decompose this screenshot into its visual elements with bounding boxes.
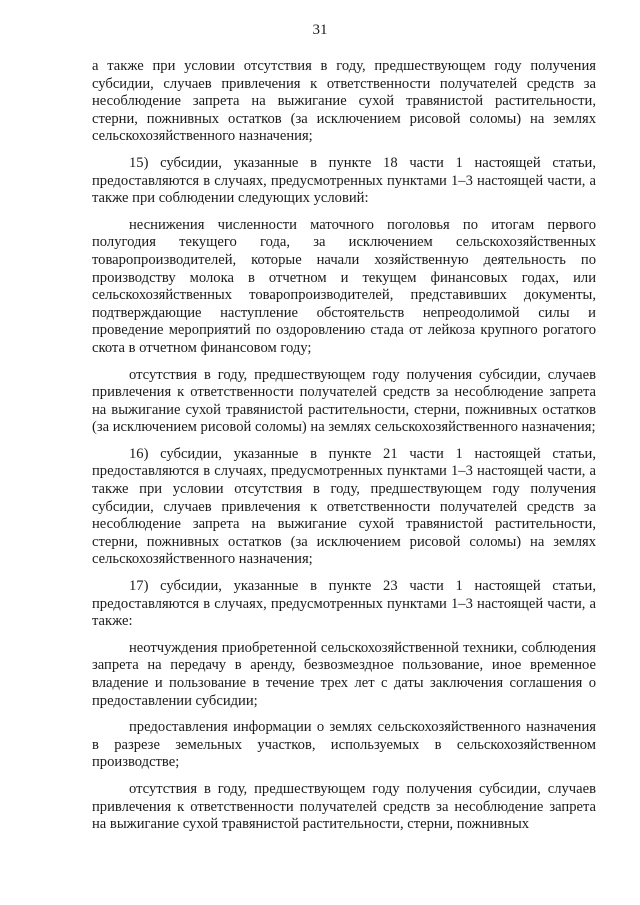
paragraph-item-16: 16) субсидии, указанные в пункте 21 части 1 настоящей статьи, предоставляются в случаях, предусмотренных пунктами 1–3 настоящей части, а также при условии отсутствия в году, предшествующем году получения субсидии, случаев привлечения к ответственности получателей средств за несоблюдение запрета на выжигание сухой травянистой растительности, стерни, пожнивных остатков (за исключением рисовой соломы) на землях сельскохозяйственного назначения;	[92, 445, 596, 568]
paragraph-condition-machinery: неотчуждения приобретенной сельскохозяйственной техники, соблюдения запрета на передачу в аренду, безвозмездное пользование, иное временное владение и пользование в течение трех лет с даты заключения соглашения о предоставлении субсидии;	[92, 639, 596, 709]
page-number: 31	[312, 22, 328, 38]
paragraph-item-17: 17) субсидии, указанные в пункте 23 части 1 настоящей статьи, предоставляются в случаях, предусмотренных пунктами 1–3 настоящей части, а также:	[92, 578, 596, 630]
paragraph-item-15: 15) субсидии, указанные в пункте 18 части 1 настоящей статьи, предоставляются в случаях, предусмотренных пунктами 1–3 настоящей части, а также при соблюдении следующих условий:	[92, 154, 596, 207]
paragraph-condition-land-info: предоставления информации о землях сельскохозяйственного назначения в разрезе земельных участков, используемых в сельскохозяйственном производстве;	[92, 719, 596, 771]
paragraph-condition-herd: неснижения численности маточного поголовья по итогам первого полугодия текущего года, за исключением сельскохозяйственных товаропроизводителей, которые начали хозяйственную деятельность по производству молока в отчетном и текущем финансовых годах, или сельскохозяйственных товаропроизводителей, представивших документы, подтверждающие наступление обстоятельств непреодолимой силы и проведение мероприятий по оздоровлению стада от лейкоза крупного рогатого скота в отчетном финансовом году;	[92, 216, 596, 356]
document-body	[92, 58, 596, 843]
paragraph-continuation: а также при условии отсутствия в году, предшествующем году получения субсидии, случаев привлечения к ответственности получателей средств за несоблюдение запрета на выжигание сухой травянистой растительности, стерни, пожнивных остатков (за исключением рисовой соломы) на землях сельскохозяйственного назначения;	[92, 58, 596, 145]
paragraph-condition-burning-2: отсутствия в году, предшествующем году получения субсидии, случаев привлечения к ответственности получателей средств за несоблюдение запрета на выжигание сухой травянистой растительности, стерни, пожнивных	[92, 780, 596, 833]
paragraph-condition-burning: отсутствия в году, предшествующем году получения субсидии, случаев привлечения к ответственности получателей средств за несоблюдение запрета на выжигание сухой травянистой растительности, стерни, пожнивных остатков (за исключением рисовой соломы) на землях сельскохозяйственного назначения;	[92, 366, 596, 436]
